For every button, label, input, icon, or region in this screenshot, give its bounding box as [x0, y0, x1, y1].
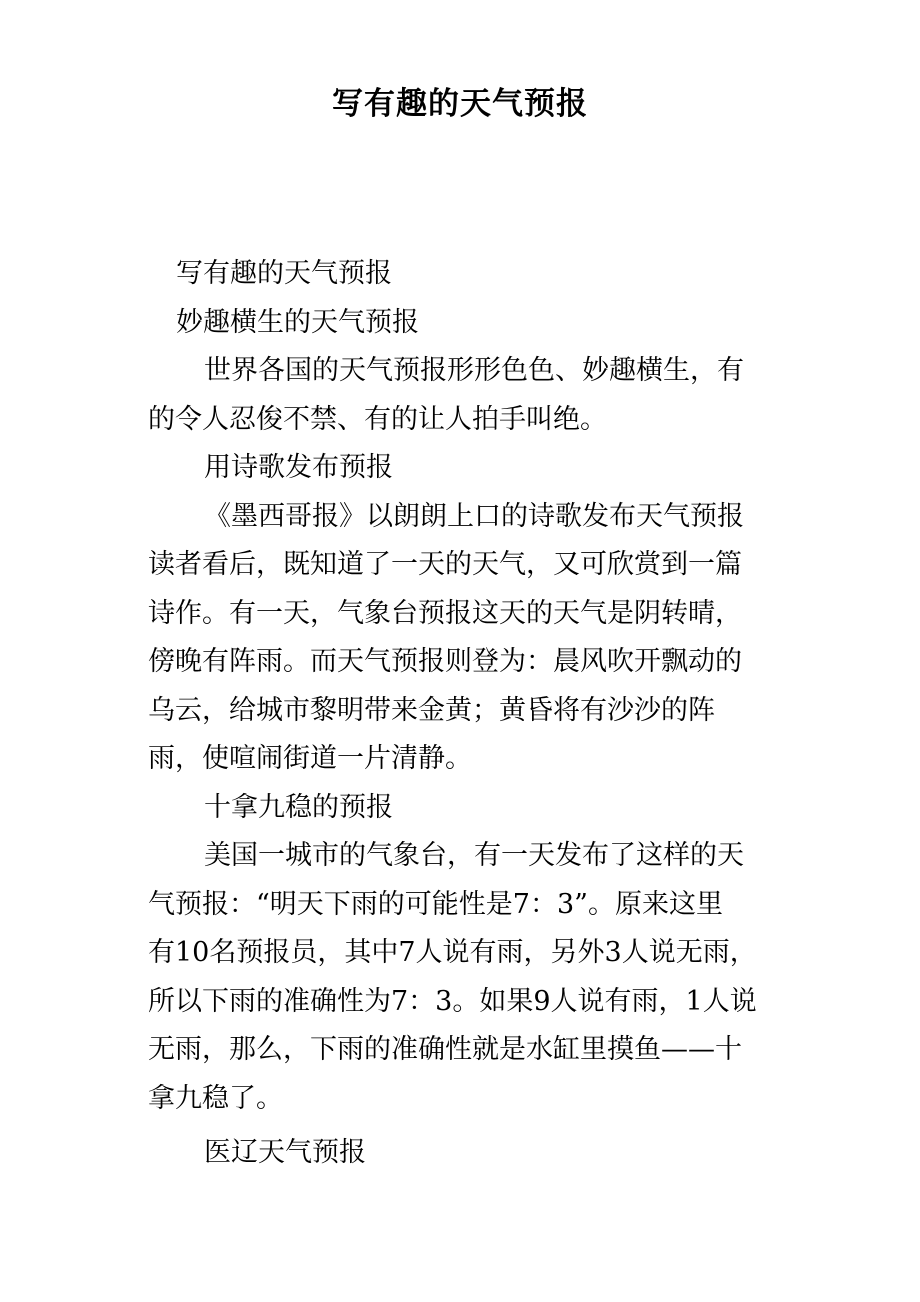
paragraph-line: 美国一城市的气象台，有一天发布了这样的天	[204, 840, 744, 871]
paragraph-line: 乌云，给城市黎明带来金黄；黄昏将有沙沙的阵	[148, 694, 715, 726]
paragraph-line: 傍晚有阵雨。而天气预报则登为：晨风吹开飘动的	[148, 646, 742, 677]
paragraph-line: 的令人忍俊不禁、有的让人拍手叫绝。	[148, 403, 607, 435]
document-body	[148, 250, 768, 1178]
section-heading: 用诗歌发布预报	[204, 452, 393, 483]
subheading-line: 写有趣的天气预报	[176, 258, 392, 289]
paragraph-line: 气预报：“明天下雨的可能性是7：3”。原来这里	[148, 888, 723, 920]
paragraph-line: 雨，使喧闹街道一片清静。	[148, 743, 472, 774]
subheading-line: 妙趣横生的天气预报	[176, 306, 419, 338]
section-heading: 十拿九稳的预报	[204, 791, 393, 823]
paragraph-line: 《墨西哥报》以朗朗上口的诗歌发布天气预报	[204, 500, 744, 532]
paragraph-line: 诗作。有一天，气象台预报这天的天气是阴转晴，	[148, 597, 742, 629]
paragraph-line: 世界各国的天气预报形形色色、妙趣横生，有	[204, 355, 744, 386]
paragraph-line: 读者看后，既知道了一天的天气，又可欣赏到一篇	[148, 549, 742, 580]
section-heading: 医辽天气预报	[204, 1137, 366, 1168]
paragraph-line: 拿九稳了。	[148, 1082, 283, 1114]
paragraph-line: 无雨，那么，下雨的准确性就是水缸里摸鱼——十	[148, 1034, 742, 1065]
document-title: 写有趣的天气预报	[332, 86, 588, 122]
paragraph-line: 所以下雨的准确性为7：3。如果9人说有雨，1人说	[148, 985, 757, 1017]
paragraph-line: 有10名预报员，其中7人说有雨，另外3人说无雨，	[148, 937, 757, 968]
